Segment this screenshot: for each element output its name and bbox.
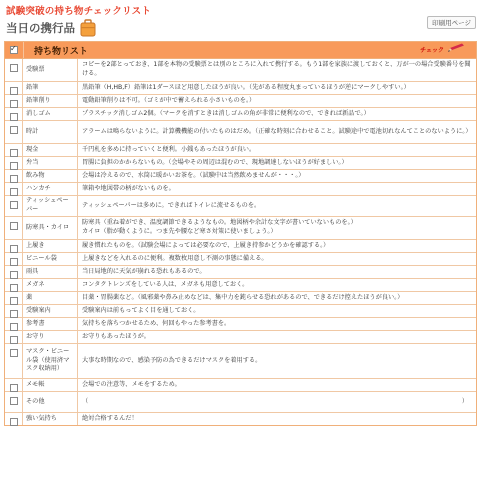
item-description: 履き慣れたものを。（試験会場によっては必要なので、上履き持参かどうかを確認する。） xyxy=(82,241,330,249)
table-row xyxy=(5,121,476,144)
item-checkbox[interactable] xyxy=(10,64,18,72)
row-check-cell xyxy=(5,279,23,291)
header-check-cell xyxy=(5,42,24,58)
row-check-cell xyxy=(5,95,23,107)
row-check-cell xyxy=(5,144,23,156)
item-name: マスク・ビニール袋（使用済マスク収納用） xyxy=(23,344,78,378)
item-checkbox[interactable] xyxy=(10,418,18,426)
item-checkbox[interactable] xyxy=(10,258,18,266)
item-description: 上履きなどを入れるのに便利。複数枚用意し不測の事態に備える。 xyxy=(82,254,268,262)
table-row xyxy=(5,196,476,217)
row-check-cell xyxy=(5,108,23,120)
item-name: 雨具 xyxy=(23,266,78,278)
table-header-title: 持ち物リスト xyxy=(34,46,88,57)
item-checkbox[interactable] xyxy=(10,149,18,157)
item-name: 鉛筆削り xyxy=(23,95,78,107)
table-row xyxy=(5,413,476,425)
bag-icon xyxy=(80,19,96,37)
item-name: 上履き xyxy=(23,240,78,252)
table-row xyxy=(5,170,476,183)
item-name: 飲み物 xyxy=(23,170,78,182)
row-check-cell xyxy=(5,379,23,391)
checklist-table xyxy=(4,41,477,426)
row-check-cell xyxy=(5,331,23,343)
item-checkbox[interactable] xyxy=(10,271,18,279)
item-description: 電動鉛筆削りは不可。（ゴミが中で蓄えられる小さいものを。） xyxy=(82,96,256,104)
row-check-cell xyxy=(5,413,23,425)
item-name: 現金 xyxy=(23,144,78,156)
item-name: ビニール袋 xyxy=(23,253,78,265)
item-description xyxy=(78,392,476,412)
item-description: 当日局地的に天気が崩れる恐れもあるので。 xyxy=(82,267,206,275)
item-name: 時計 xyxy=(23,121,78,143)
item-name: ハンカチ xyxy=(23,183,78,195)
item-description: 防寒具（重ね着ができ、温度調節できるようなもの。地図柄や余計な文字が書いていないものを。） カイロ（脂が動くように。つま先や腰など寒さ対策に使いましょう。） xyxy=(82,219,357,235)
item-checkbox[interactable] xyxy=(10,336,18,344)
item-name: 受験案内 xyxy=(23,305,78,317)
row-check-cell xyxy=(5,82,23,94)
item-description: コピーを2部とっておき、1部を本物の受験票とは別のところに入れて携行する。もう1部を家族に渡しておくと、万が一の場合受験番号を聞ける。 xyxy=(82,61,471,77)
item-checkbox[interactable] xyxy=(10,162,18,170)
table-row xyxy=(5,392,476,413)
row-check-cell xyxy=(5,170,23,182)
item-description: 筆箱や地図帯の柄がないものを。 xyxy=(82,184,175,192)
row-check-cell xyxy=(5,266,23,278)
pencil-icon xyxy=(446,43,466,55)
other-open-paren: （ xyxy=(82,397,89,405)
table-row xyxy=(5,108,476,121)
item-name: 薬 xyxy=(23,292,78,304)
item-name: 弁当 xyxy=(23,157,78,169)
item-description: 絶対合格するんだ！ xyxy=(82,414,138,422)
item-name: メモ帳 xyxy=(23,379,78,391)
item-checkbox[interactable] xyxy=(10,397,18,405)
table-row xyxy=(5,183,476,196)
table-row xyxy=(5,266,476,279)
table-row xyxy=(5,95,476,108)
row-check-cell xyxy=(5,253,23,265)
section-title-text: 当日の携行品 xyxy=(6,21,75,35)
table-header xyxy=(5,42,476,59)
item-description: ティッシュペーパーは多めに。できればトイレに流せるものを。 xyxy=(82,201,261,209)
table-row xyxy=(5,240,476,253)
table-row xyxy=(5,144,476,157)
item-name: 防寒具・カイロ xyxy=(23,217,78,239)
row-check-cell xyxy=(5,240,23,252)
row-check-cell xyxy=(5,217,23,239)
item-description: 大事な時期なので、感染予防の為できるだけマスクを着用する。 xyxy=(82,356,262,364)
item-checkbox[interactable] xyxy=(10,284,18,292)
item-name: 参考書 xyxy=(23,318,78,330)
item-checkbox[interactable] xyxy=(10,384,18,392)
item-description: 胃腸に負担のかからないもの。（会場やその周辺は混むので、現地調達しないほうが好ましい。） xyxy=(82,158,348,166)
item-checkbox[interactable] xyxy=(10,222,18,230)
table-row xyxy=(5,292,476,305)
item-name: その他 xyxy=(23,392,78,412)
item-description: プラスチック消しゴム2個。（マークを消すときは消しゴムの角が非常に便利なので、できれば新品で。） xyxy=(82,109,370,117)
item-description: コンタクトレンズをしている人は、メガネも用意しておく。 xyxy=(82,280,249,288)
item-name: 鉛筆 xyxy=(23,82,78,94)
item-checkbox[interactable] xyxy=(10,297,18,305)
item-name: 強い気持ち xyxy=(23,413,78,425)
table-row xyxy=(5,318,476,331)
table-row xyxy=(5,82,476,95)
table-row xyxy=(5,217,476,240)
row-check-cell xyxy=(5,318,23,330)
item-checkbox[interactable] xyxy=(10,201,18,209)
item-name: 消しゴム xyxy=(23,108,78,120)
row-check-cell xyxy=(5,305,23,317)
row-check-cell xyxy=(5,157,23,169)
item-checkbox[interactable] xyxy=(10,245,18,253)
row-check-cell xyxy=(5,59,23,81)
row-check-cell xyxy=(5,121,23,143)
row-check-cell xyxy=(5,344,23,378)
row-check-cell xyxy=(5,196,23,216)
item-name: お守り xyxy=(23,331,78,343)
section-title xyxy=(6,19,96,37)
item-checkbox[interactable] xyxy=(10,175,18,183)
table-row xyxy=(5,253,476,266)
item-description: 千円札を多めに持っていくと便利。小銭もあったほうが良い。 xyxy=(82,145,256,153)
row-check-cell xyxy=(5,292,23,304)
check-all-checkbox[interactable] xyxy=(10,46,18,54)
check-label-text: チェック xyxy=(420,46,444,54)
item-checkbox[interactable] xyxy=(10,126,18,134)
table-row xyxy=(5,344,476,379)
check-label xyxy=(420,43,466,55)
item-description: 目薬・胃腸薬など。（風邪薬や鼻み止めなどは、集中力を鈍らせる恐れがあるので、できるだけ控えたほうが良い。） xyxy=(82,293,404,301)
row-check-cell xyxy=(5,392,23,412)
other-close-paren: ） xyxy=(461,397,468,405)
item-checkbox[interactable] xyxy=(10,323,18,331)
page-title: 試験突破の持ち物チェックリスト xyxy=(6,6,152,17)
item-checkbox[interactable] xyxy=(10,87,18,95)
item-checkbox[interactable] xyxy=(10,100,18,108)
item-checkbox[interactable] xyxy=(10,310,18,318)
item-description: 気持ちを落ちつかせるため、何回もやった参考書を。 xyxy=(82,319,231,327)
print-page-button[interactable]: 印刷用ページ xyxy=(427,16,476,29)
table-row xyxy=(5,331,476,344)
item-description: 会場は冷えるので、水筒に暖かいお茶を。（試験中は当然飲めませんが・・・。） xyxy=(82,171,305,179)
row-check-cell xyxy=(5,183,23,195)
table-row xyxy=(5,157,476,170)
item-name: 受験票 xyxy=(23,59,78,81)
table-row xyxy=(5,279,476,292)
item-name: ティッシュペーパー xyxy=(23,196,78,216)
item-description: アラームは鳴らないように。計算機機能の付いたものはだめ。（正確な時刻に合わせること。試験途中で電池切れなんてことのないように。） xyxy=(82,127,472,135)
item-checkbox[interactable] xyxy=(10,188,18,196)
item-checkbox[interactable] xyxy=(10,349,18,357)
item-description: 受験案内は前もってよく目を通しておく。 xyxy=(82,306,200,314)
table-row xyxy=(5,59,476,82)
item-description: 黒鉛筆（H,HB,F）鉛筆は1ダースほど用意したほうが良い。（先がある程度丸まっているほうが逆にマークしやすい。） xyxy=(82,83,410,91)
item-description: お守りもあったほうが。 xyxy=(82,332,150,340)
item-description: 会場での注意等、メモをするため。 xyxy=(82,380,181,388)
item-name: メガネ xyxy=(23,279,78,291)
table-row xyxy=(5,379,476,392)
table-row xyxy=(5,305,476,318)
item-checkbox[interactable] xyxy=(10,113,18,121)
